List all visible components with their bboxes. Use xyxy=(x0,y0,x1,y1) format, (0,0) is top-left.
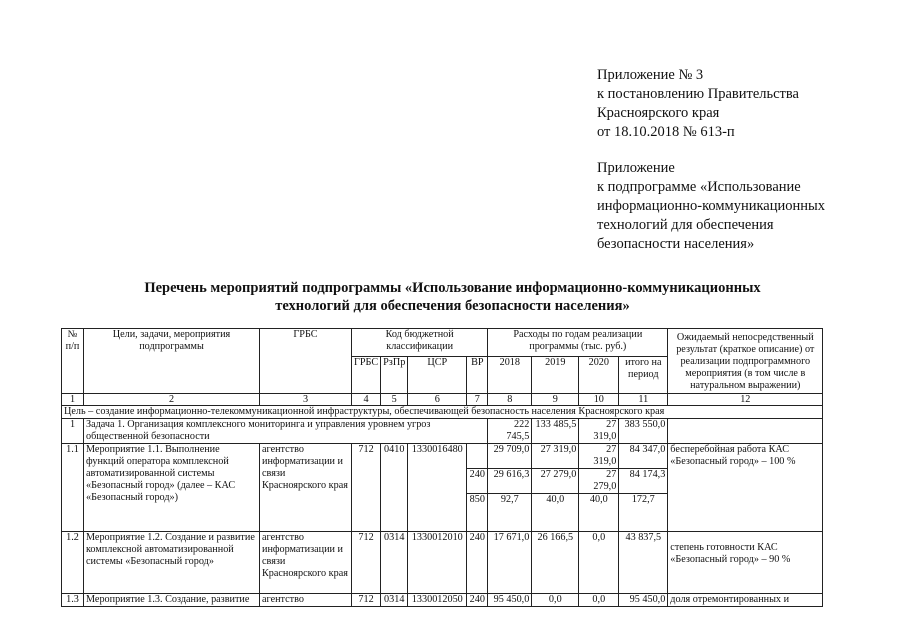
measure-num: 1.2 xyxy=(62,532,84,594)
measure-vr: 240 xyxy=(467,469,488,494)
measure-2018: 95 450,0 xyxy=(488,594,532,607)
measure-row xyxy=(62,532,823,594)
measure-row xyxy=(62,444,823,469)
appendix-line: безопасности населения» xyxy=(597,236,755,252)
col-number: 6 xyxy=(408,394,467,406)
measure-total: 172,7 xyxy=(619,494,668,532)
measure-grbs: 712 xyxy=(352,594,381,607)
head-result: Ожидаемый непосредственный результат (краткое описание) от реализации подпрограммного мероприятия (в том числе в натуральном выражении) xyxy=(668,329,823,394)
measure-text: Мероприятие 1.3. Создание, развитие xyxy=(84,594,260,607)
appendix-line: технологий для обеспечения xyxy=(597,217,774,233)
measure-grbs: 712 xyxy=(352,532,381,594)
task-2018: 222 745,5 xyxy=(488,419,532,444)
goal-row xyxy=(62,406,823,419)
title-line: Перечень мероприятий подпрограммы «Использование информационно-коммуникационных xyxy=(144,280,761,296)
measure-2020: 27 279,0 xyxy=(579,469,619,494)
measure-vr: 240 xyxy=(467,532,488,594)
appendix-line: Приложение xyxy=(597,160,675,176)
head-2020: 2020 xyxy=(579,357,619,394)
task-result xyxy=(668,419,823,444)
measure-total: 84 347,0 xyxy=(619,444,668,469)
column-number-row xyxy=(62,394,823,406)
measure-vr: 850 xyxy=(467,494,488,532)
measure-result: бесперебойная работа КАС «Безопасный город» – 100 % xyxy=(668,444,823,532)
measure-vr: 240 xyxy=(467,594,488,607)
measure-2019: 0,0 xyxy=(532,594,579,607)
measure-2018: 92,7 xyxy=(488,494,532,532)
col-number: 7 xyxy=(467,394,488,406)
measure-2019: 26 166,5 xyxy=(532,532,579,594)
measure-2019: 27 319,0 xyxy=(532,444,579,469)
measure-agency: агентство xyxy=(260,594,352,607)
col-number: 4 xyxy=(352,394,381,406)
col-number: 5 xyxy=(381,394,408,406)
measure-rzpr: 0314 xyxy=(381,532,408,594)
task-num: 1 xyxy=(62,419,84,444)
measure-text: Мероприятие 1.1. Выполнение функций оператора комплексной автоматизированной системы «Безопасный город» (далее – КАС «Безопасный город») xyxy=(84,444,260,532)
measure-2019: 27 279,0 xyxy=(532,469,579,494)
approval-line: от 18.10.2018 № 613-п xyxy=(597,124,735,140)
task-2019: 133 485,5 xyxy=(532,419,579,444)
appendix-line: информационно-коммуникационных xyxy=(597,198,826,214)
task-2020: 27 319,0 xyxy=(579,419,619,444)
measure-csr: 1330012050 xyxy=(408,594,467,607)
task-text: Задача 1. Организация комплексного мониторинга и управления уровнем угроз общественной безопасности xyxy=(84,419,488,444)
head-code-vr: ВР xyxy=(467,357,488,394)
measure-rzpr: 0314 xyxy=(381,594,408,607)
measure-2020: 0,0 xyxy=(579,594,619,607)
col-number: 1 xyxy=(62,394,84,406)
measure-grbs: 712 xyxy=(352,444,381,532)
approval-block xyxy=(597,66,897,254)
head-code-csr: ЦСР xyxy=(408,357,467,394)
head-2018: 2018 xyxy=(488,357,532,394)
measure-total: 43 837,5 xyxy=(619,532,668,594)
document-title xyxy=(60,279,845,315)
head-num: № п/п xyxy=(62,329,84,394)
head-goals: Цели, задачи, мероприятия подпрограммы xyxy=(84,329,260,394)
measure-2020: 0,0 xyxy=(579,532,619,594)
measure-total: 95 450,0 xyxy=(619,594,668,607)
appendix-line: к подпрограмме «Использование xyxy=(597,179,801,195)
measure-rzpr: 0410 xyxy=(381,444,408,532)
col-number: 9 xyxy=(532,394,579,406)
task-row xyxy=(62,419,823,444)
measure-result: степень готовности КАС «Безопасный город» – 90 % xyxy=(668,532,823,594)
approval-line: к постановлению Правительства xyxy=(597,86,799,102)
measure-num: 1.3 xyxy=(62,594,84,607)
measure-2018: 29 709,0 xyxy=(488,444,532,469)
head-code-rzpr: РзПр xyxy=(381,357,408,394)
col-number: 11 xyxy=(619,394,668,406)
head-grbs: ГРБС xyxy=(260,329,352,394)
col-number: 3 xyxy=(260,394,352,406)
measure-total: 84 174,3 xyxy=(619,469,668,494)
measures-table xyxy=(61,328,823,607)
measure-2018: 17 671,0 xyxy=(488,532,532,594)
measure-2019: 40,0 xyxy=(532,494,579,532)
measure-2020: 27 319,0 xyxy=(579,444,619,469)
head-budget-code: Код бюджетной классификации xyxy=(352,329,488,357)
approval-line: Красноярского края xyxy=(597,105,720,121)
measure-csr: 1330012010 xyxy=(408,532,467,594)
approval-line: Приложение № 3 xyxy=(597,67,704,83)
col-number: 8 xyxy=(488,394,532,406)
title-line: технологий для обеспечения безопасности населения» xyxy=(275,298,630,314)
head-total: итого на период xyxy=(619,357,668,394)
head-expenses: Расходы по годам реализации программы (тыс. руб.) xyxy=(488,329,668,357)
measure-text: Мероприятие 1.2. Создание и развитие комплексной автоматизированной системы «Безопасный город» xyxy=(84,532,260,594)
measure-num: 1.1 xyxy=(62,444,84,532)
head-code-grbs: ГРБС xyxy=(352,357,381,394)
col-number: 10 xyxy=(579,394,619,406)
head-2019: 2019 xyxy=(532,357,579,394)
task-total: 383 550,0 xyxy=(619,419,668,444)
measure-csr: 1330016480 xyxy=(408,444,467,532)
measure-2020: 40,0 xyxy=(579,494,619,532)
measure-row xyxy=(62,594,823,607)
measure-agency: агентство информатизации и связи Красноярского края xyxy=(260,444,352,532)
measure-vr xyxy=(467,444,488,469)
measure-agency: агентство информатизации и связи Красноярского края xyxy=(260,532,352,594)
goal-text: Цель – создание информационно-телекоммуникационной инфраструктуры, обеспечивающей безопасность населения Красноярского края xyxy=(62,406,823,419)
col-number: 2 xyxy=(84,394,260,406)
measure-result: доля отремонтированных и xyxy=(668,594,823,607)
col-number: 12 xyxy=(668,394,823,406)
measure-2018: 29 616,3 xyxy=(488,469,532,494)
